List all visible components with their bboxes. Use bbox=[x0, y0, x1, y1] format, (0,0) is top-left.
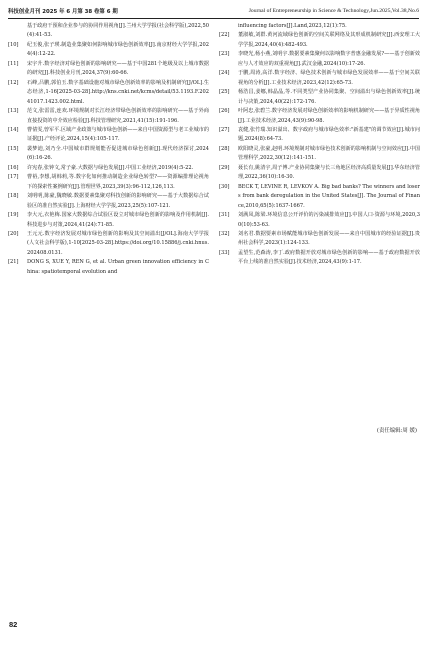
reference-text: 董淑敏,刘群.黄河流域绿色创新的空间关联网络及其形成机制研究[J].西安理工大学学报,2024,40(4):482-493. bbox=[238, 32, 420, 48]
reference-number: [31] bbox=[219, 212, 230, 219]
reference-entry bbox=[8, 60, 209, 79]
reference-text: DONG S, XUE Y, REN G, et al. Urban green innovation efficiency in China: spatiotemporal evolution and bbox=[27, 259, 209, 275]
right-reference-column bbox=[219, 22, 420, 268]
left-reference-column bbox=[8, 22, 209, 277]
reference-entry bbox=[219, 211, 420, 230]
reference-entry bbox=[8, 22, 209, 41]
reference-entry bbox=[8, 164, 209, 173]
reference-entry bbox=[8, 41, 209, 60]
reference-number: [13] bbox=[8, 108, 19, 115]
reference-text: 纪玉俊,张子瑛.制造业集聚如何影响城市绿色创新效率[J].南京财经大学学报,2024(4):12-22. bbox=[27, 41, 209, 58]
reference-number: [27] bbox=[219, 126, 230, 133]
reference-text: 李晓光,杨小燕,刘明宇.数据要素集聚何以影响数字普惠金融发展?——基于创新效应与人才效应的双重视角[J].武汉金融,2024(10):17-26. bbox=[238, 51, 420, 67]
reference-text: 聂长有,姚清宇,周子博.产业协同集聚与长三角地区经济高质量发展[J].华东经济管理,2022,36(10):16-30. bbox=[238, 164, 420, 181]
reference-text: BECK T, LEVINE R, LEVKOV A. Big bad banks? The winners and losers from bank deregulation in the United States[J]. The Journal of Finance,2010,65(5):1637-1667. bbox=[238, 183, 420, 209]
reference-number: [25] bbox=[219, 89, 230, 96]
reference-text: 曹裕,李想,胡韩莉,等.数字化如何推动制造企业绿色转型?——资源编排理论视角下的探索性案例研究[J].管理世界,2023,39(3):96-112,126,113. bbox=[27, 174, 209, 190]
reference-text: 叶阿忠,张碧兰.数字经济发展对绿色创新效率的影响机制研究——基于异质性视角[J].工业技术经济,2024,43(9):90-98. bbox=[238, 108, 420, 124]
reference-number: [10] bbox=[8, 41, 19, 48]
reference-entry bbox=[219, 249, 420, 268]
reference-text: 王元元.数字经济发展对城市绿色创新的影响及其空间溢出[J/OL].海南大学学报(人文社会科学版),1-10[2025-03-28].https://doi.org/10.15886/j.cnki.hnus.202408.0131. bbox=[27, 230, 209, 256]
reference-text: 裴梦迪,刘乃全.中国城市群规划能否促进城市绿色创新[J].现代经济探讨,2024(6):16-26. bbox=[27, 145, 209, 162]
reference-number: [12] bbox=[8, 79, 19, 86]
reference-entry bbox=[219, 164, 420, 183]
reference-number: [19] bbox=[8, 212, 19, 219]
reference-entry bbox=[219, 145, 420, 164]
reference-entry bbox=[219, 69, 420, 88]
reference-entry bbox=[219, 31, 420, 50]
reference-entry bbox=[219, 183, 420, 211]
reference-text: 曹倩雯,曾军平.区域产业政策与城市绿色创新——来自中国资源型与老工业城市的证据[J].产经评论,2024,15(4):105-117. bbox=[27, 126, 209, 143]
reference-text: 刘明明,陈豪,魏晓敏.数据要素集聚对科技创新的影响研究——基于大数据综合试验区的准自然实验[J].上海财经大学学报,2023,25(5):107-121. bbox=[27, 193, 209, 209]
reference-text: influencing factors[J].Land,2023,12(1):75. bbox=[238, 23, 347, 29]
reference-entry bbox=[8, 145, 209, 164]
reference-number: [32] bbox=[219, 230, 230, 237]
reference-number: [14] bbox=[8, 126, 19, 133]
reference-entry bbox=[8, 107, 209, 126]
reference-text: 孟望生,范森涛,李丁.政府数据开放对城市绿色创新的影响——基于政府数据开放平台上线的准自然实验[J].技术经济,2024,43(9):1-17. bbox=[238, 249, 420, 266]
page-number: 82 bbox=[9, 620, 18, 629]
reference-text: 李大元,衣艳梅.国家大数据综合试验区设立对城市绿色创新的影响及作用机制[J].科技进步与对策,2024,41(24):71-85. bbox=[27, 212, 209, 228]
reference-number: [23] bbox=[219, 51, 230, 58]
running-header bbox=[8, 4, 419, 18]
reference-number: [20] bbox=[8, 230, 19, 237]
reference-entry bbox=[219, 22, 420, 31]
reference-number: [15] bbox=[8, 145, 19, 152]
reference-text: 宋宇升.数字经济对绿色创新的影响研究——基于中国281个地级及以上城市数据的研究[J].科技创业月刊,2024,37(9):60-66. bbox=[27, 60, 209, 77]
reference-text: 基于政府干预和企业参与的协同作用视角[J].兰州大学学报(社会科学版),2022,50(4):41-53. bbox=[27, 23, 210, 39]
header-rule bbox=[8, 18, 419, 19]
reference-text: 袁健,张竹瑞.知识溢出、数字政府与城市绿色效率:"新基建"的调节效应[J].城市问题,2024(8):64-73. bbox=[238, 126, 420, 143]
reference-number: [16] bbox=[8, 164, 19, 171]
reference-number: [17] bbox=[8, 174, 19, 181]
reference-entry bbox=[8, 258, 209, 277]
reference-number: [30] bbox=[219, 183, 230, 190]
reference-entry bbox=[219, 107, 420, 126]
reference-entry bbox=[8, 79, 209, 107]
reference-number: [33] bbox=[219, 249, 230, 256]
reference-text: 于鹏,周涛,高洋.数字经济、绿色技术创新与城市绿色发展效率——基于空间关联视角的分析[J].工业技术经济,2023,42(12):65-73. bbox=[238, 70, 420, 86]
reference-text: 杨浩昌,姜娜,韩晶晶,等.不同类型产业协同集聚、空间溢出与绿色创新效率[J].统计与决策,2024,40(22):172-176. bbox=[238, 89, 420, 105]
reference-entry bbox=[8, 192, 209, 211]
reference-entry bbox=[8, 173, 209, 192]
reference-text: 刘满凤,陈梁.环境信息公开评价的污染减排效应[J].中国人口·资源与环境,2020,30(10):53-63. bbox=[238, 212, 420, 228]
reference-number: [26] bbox=[219, 108, 230, 115]
editor-note: (责任编辑:周 媛) bbox=[376, 428, 417, 434]
reference-text: 欧阳晓灵,张豪,赵明.环境规制对城市绿色技术创新的影响机制与空间效应[J].中国管理科学,2022,30(12):141-151. bbox=[238, 145, 420, 162]
reference-entry bbox=[219, 88, 420, 107]
reference-number: [21] bbox=[8, 259, 19, 266]
reference-entry bbox=[219, 50, 420, 69]
journal-title-cn: 科技创业月刊 2025 年 6 月第 38 卷第 6 期 bbox=[8, 9, 118, 15]
reference-text: 刘名君.数据要素市场赋能城市绿色创新发展——来自中国城市的经验证据[J].贵州社会科学,2023(1):124-133. bbox=[238, 230, 420, 247]
reference-number: [11] bbox=[8, 60, 19, 67]
reference-text: 范文,张雷雷,连欢.环境规制对长江经济带绿色创新效率的影响研究——基于外商直接投资的中介效应检验[J].科技管理研究,2021,41(15):191-196. bbox=[27, 108, 209, 124]
reference-entry bbox=[8, 211, 209, 230]
reference-entry bbox=[219, 126, 420, 145]
reference-number: [29] bbox=[219, 164, 230, 171]
reference-number: [28] bbox=[219, 145, 230, 152]
reference-number: [24] bbox=[219, 70, 230, 77]
reference-entry bbox=[219, 230, 420, 249]
reference-entry bbox=[8, 230, 209, 258]
journal-title-en: Journal of Entrepreneurship in Science & Technology,Jun.2025,Vol.38,No.6 bbox=[248, 8, 419, 14]
reference-text: 石峰,吕鹏,郭伯玉.数字基础设施对城市绿色创新效率的影响及机制研究[J/OL].生态经济,1-16[2025-03-28].http://kns.cnki.net/kcms/detail/53.1193.F.20241017.1423.002.html. bbox=[27, 79, 209, 105]
reference-text: 许宪春,张钟文,常子豪.大数据与绿色发展[J].中国工业经济,2019(4):5-22. bbox=[27, 164, 194, 171]
reference-number: [22] bbox=[219, 32, 230, 39]
reference-entry bbox=[8, 126, 209, 145]
reference-number: [18] bbox=[8, 193, 19, 200]
